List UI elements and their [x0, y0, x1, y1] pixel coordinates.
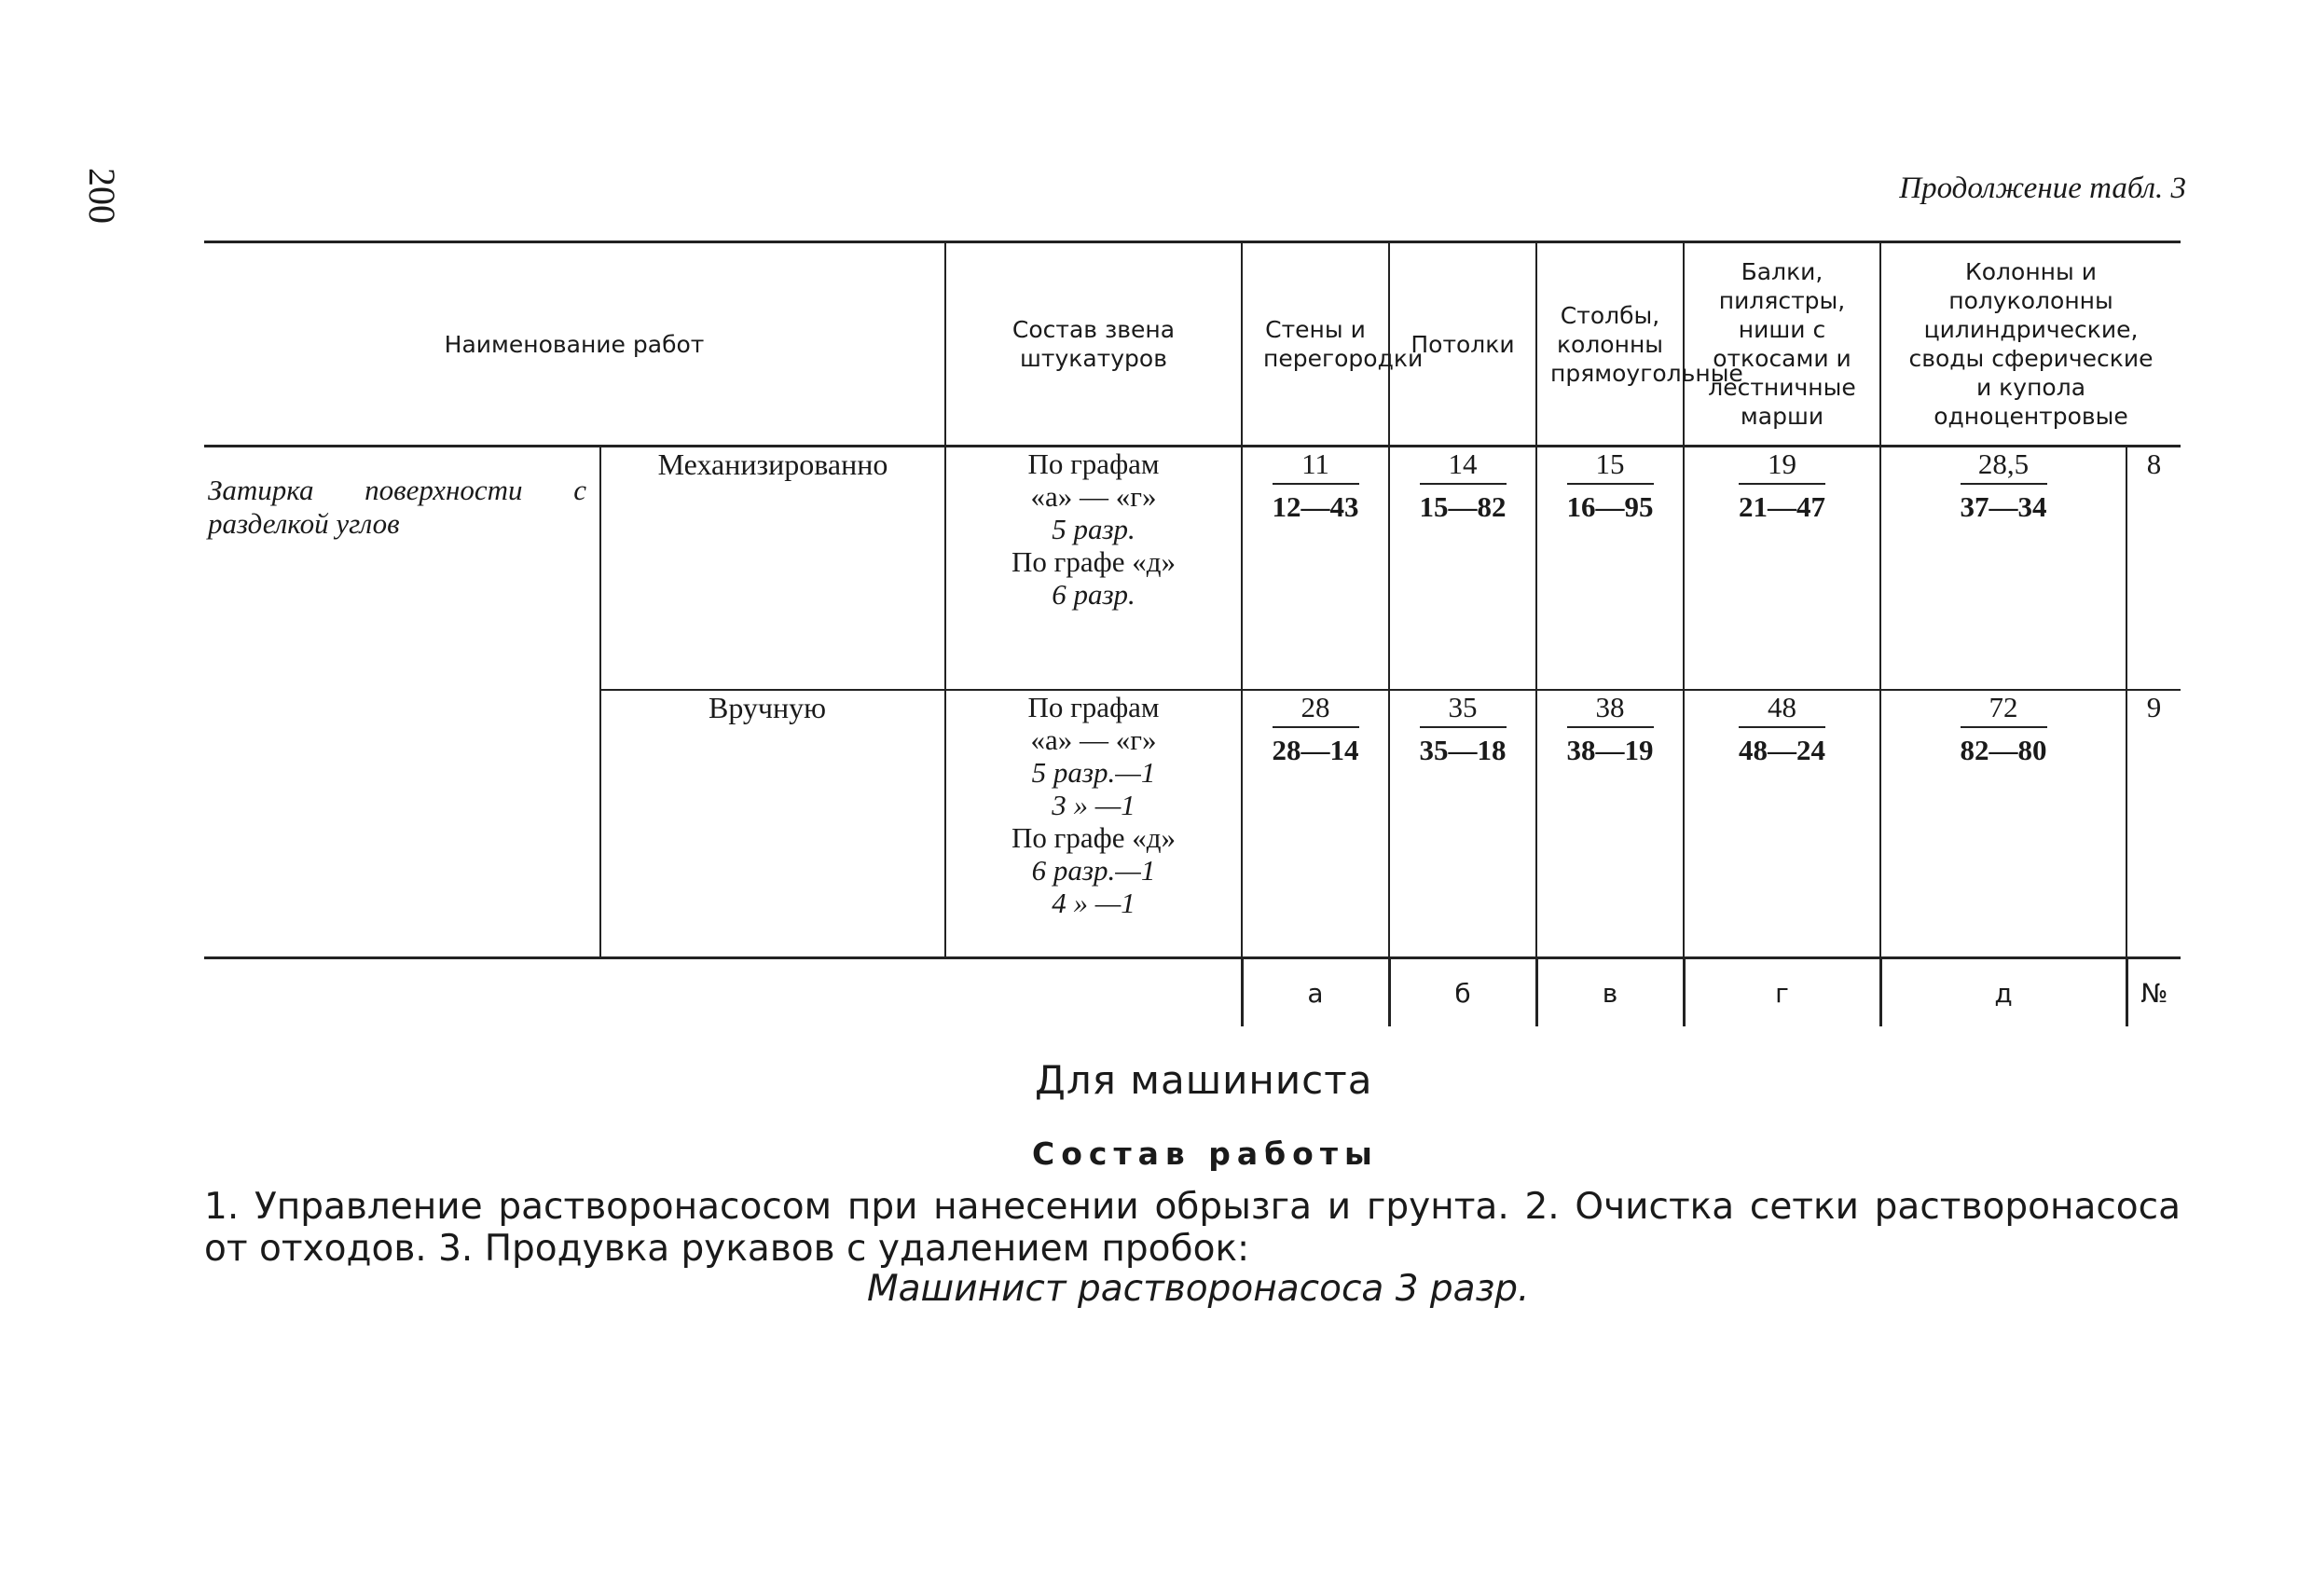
crew-line: По графам: [1027, 691, 1160, 723]
value-cell-b: [1389, 447, 1536, 691]
table-row: [204, 447, 2181, 691]
value-cell-b: [1389, 690, 1536, 958]
header-col-c: Столбы, колонны прямоугольные: [1536, 242, 1684, 447]
crew-line: По графе «д»: [1012, 821, 1176, 854]
row-number: 9: [2126, 690, 2181, 958]
header-col-e: Колонны и полуколонны цилиндрические, своды сферические и купола одноцентровые: [1880, 242, 2181, 447]
header-col-b: Потолки: [1389, 242, 1536, 447]
column-letter: а: [1242, 958, 1389, 1027]
section-title: Для машиниста: [1035, 1057, 1373, 1103]
row-number: 8: [2126, 447, 2181, 691]
work-description: 1. Управление растворонасосом при нанесении обрызга и грунта. 2. Очистка сетки растворонасоса от отходов. 3. Продувка рукавов с удалением пробок:: [204, 1186, 2181, 1270]
value-cell-d: [1684, 447, 1880, 691]
time-norm: 28: [1273, 691, 1359, 728]
price-value: 15—82: [1419, 490, 1507, 523]
column-letter: б: [1389, 958, 1536, 1027]
time-norm: 72: [1961, 691, 2047, 728]
section-subtitle: Состав работы: [1032, 1135, 1379, 1172]
time-norm: 48: [1739, 691, 1825, 728]
column-letter-row: [204, 958, 2181, 1027]
crew-cell: [945, 447, 1242, 691]
price-value: 28—14: [1272, 734, 1359, 766]
time-norm: 14: [1420, 447, 1507, 485]
column-letter: в: [1536, 958, 1684, 1027]
time-norm: 35: [1420, 691, 1507, 728]
work-name-continuation: [204, 690, 600, 958]
price-value: 48—24: [1739, 734, 1825, 766]
value-cell-c: [1536, 447, 1684, 691]
crew-cell: [945, 690, 1242, 958]
column-letter: д: [1880, 958, 2126, 1027]
work-name-cell: Затирка поверхности с разделкой углов: [208, 474, 586, 540]
crew-requirement: Машинист растворонасоса 3 разр.: [867, 1268, 1530, 1310]
price-value: 38—19: [1566, 734, 1654, 766]
value-cell-a: [1242, 447, 1389, 691]
value-cell-e: [1880, 690, 2126, 958]
value-cell-d: [1684, 690, 1880, 958]
time-norm: 19: [1739, 447, 1825, 485]
price-value: 16—95: [1566, 490, 1654, 523]
method-cell: Вручную: [600, 690, 945, 958]
footer-blank: [204, 958, 1242, 1027]
crew-line: 3 » —1: [1052, 789, 1135, 821]
norms-table: [204, 241, 2181, 1026]
price-value: 21—47: [1739, 490, 1825, 523]
column-letter: г: [1684, 958, 1880, 1027]
crew-line: «а» — «г»: [1030, 723, 1157, 756]
price-value: 82—80: [1960, 734, 2047, 766]
time-norm: 38: [1567, 691, 1654, 728]
header-crew: Состав звена штукатуров: [945, 242, 1242, 447]
crew-line: 6 разр.—1: [1031, 854, 1156, 887]
time-norm: 15: [1567, 447, 1654, 485]
header-work-name: Наименование работ: [204, 242, 945, 447]
price-value: 37—34: [1960, 490, 2047, 523]
header-col-a: Стены и перегородки: [1242, 242, 1389, 447]
crew-line: По графам: [1027, 447, 1160, 480]
time-norm: 28,5: [1961, 447, 2047, 485]
table-row: [204, 690, 2181, 958]
crew-line: 5 разр.: [1052, 513, 1135, 545]
crew-line: 5 разр.—1: [1031, 756, 1156, 789]
header-col-d: Балки, пилястры, ниши с откосами и лестничные марши: [1684, 242, 1880, 447]
table-caption: Продолжение табл. 3: [1899, 172, 2186, 205]
value-cell-a: [1242, 690, 1389, 958]
crew-line: «а» — «г»: [1030, 480, 1157, 513]
method-cell: Механизированно: [600, 447, 945, 691]
crew-line: 6 разр.: [1052, 578, 1135, 611]
column-number-label: №: [2126, 958, 2181, 1027]
price-value: 12—43: [1272, 490, 1359, 523]
crew-line: 4 » —1: [1052, 887, 1135, 919]
price-value: 35—18: [1419, 734, 1507, 766]
value-cell-e: [1880, 447, 2126, 691]
value-cell-c: [1536, 690, 1684, 958]
header-row: [204, 242, 2181, 447]
page-number: 200: [81, 168, 123, 224]
crew-line: По графе «д»: [1012, 545, 1176, 578]
time-norm: 11: [1273, 447, 1359, 485]
